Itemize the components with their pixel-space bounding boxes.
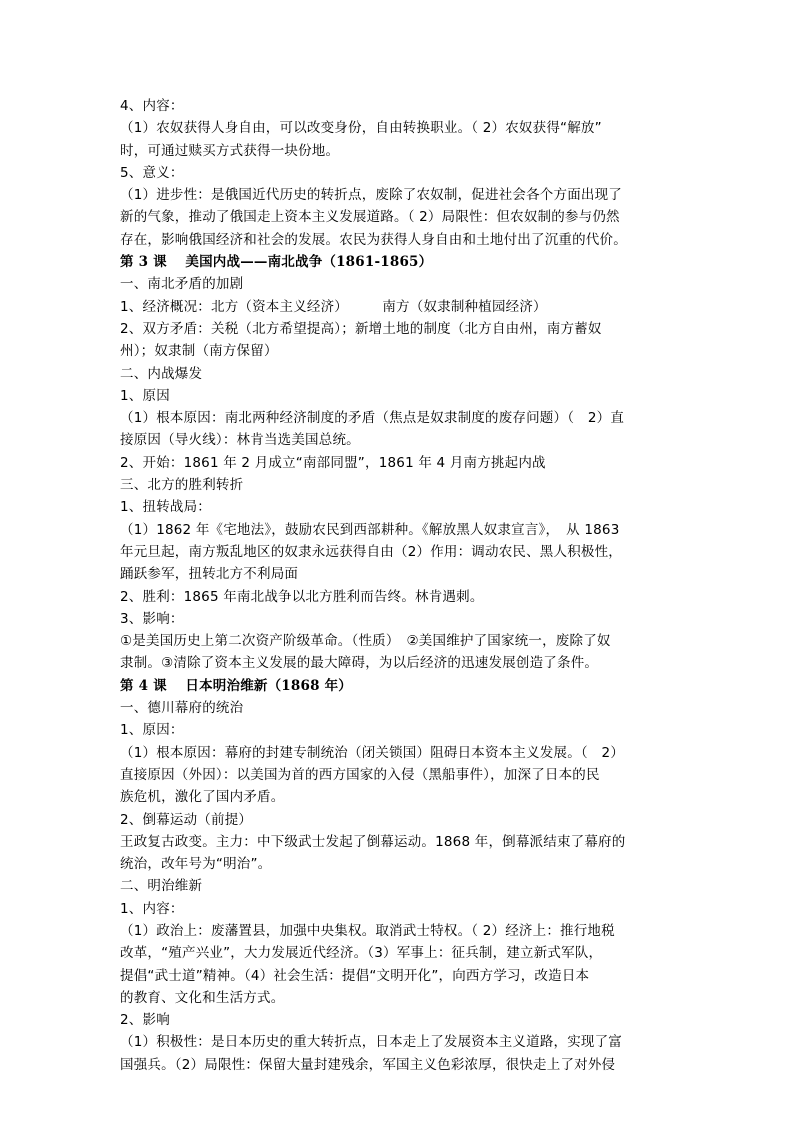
text-line: 一、德川幕府的统治 [120,700,244,717]
text-line: 3、影响： [120,610,184,627]
text-line: 族危机，激化了国内矛盾。 [120,789,285,806]
text-line: 5、意义： [120,164,184,181]
text-line: 改革，“殖产兴业”，大力发展近代经济。（3）军事上：征兵制，建立新式军队， [120,945,603,962]
lesson-heading: 第 3 课 美国内战——南北战争（1861-1865） [120,254,433,271]
text-line: 直接原因（外因）：以美国为首的西方国家的入侵（黑船事件），加深了日本的民 [120,766,600,783]
document-body [120,95,695,1076]
text-line: 4、内容： [120,98,184,114]
text-line: 1、内容： [120,900,184,917]
text-line: （1）进步性：是俄国近代历史的转折点，废除了农奴制，促进社会各个方面出现了 [120,187,622,204]
text-line: 一、南北矛盾的加剧 [120,276,244,293]
text-line: 2、胜利：1865 年南北战争以北方胜利而告终。林肯遇刺。 [120,588,484,605]
text-line: （1）根本原因：幕府的封建专制统治（闭关锁国）阻碍日本资本主义发展。（ 2） [120,744,625,761]
text-line: 三、北方的胜利转折 [120,477,244,494]
text-line: 踊跃参军，扭转北方不利局面 [120,566,299,583]
text-line: （1）积极性：是日本历史的重大转折点，日本走上了发展资本主义道路，实现了富 [120,1034,622,1051]
text-line: 2、开始：1861 年 2 月成立“南部同盟”，1861 年 4 月南方挑起内战 [120,454,546,471]
text-line: 2、倒幕运动（前提） [120,811,253,828]
text-line: 1、经济概况：北方（资本主义经济） 南方（奴隶制种植园经济） [120,298,547,315]
text-line: （1）政治上：废藩置县，加强中央集权。取消武士特权。（ 2）经济上：推行地税 [120,922,615,939]
text-line: 提倡“武士道”精神。（4）社会生活：提倡“文明开化”，向西方学习，改造日本 [120,967,590,984]
text-line: 二、明治维新 [120,878,203,895]
text-line: （1）1862 年《宅地法》，鼓励农民到西部耕种。《解放黑人奴隶宣言》， 从 1863 [120,521,620,538]
text-line: 新的气象，推动了俄国走上资本主义发展道路。（ 2）局限性：但农奴制的参与仍然 [120,209,620,226]
text-line: 国强兵。（2）局限性：保留大量封建残余，军国主义色彩浓厚，很快走上了对外侵 [120,1056,616,1073]
text-line: 接原因（导火线）：林肯当选美国总统。 [120,432,360,449]
text-line: 时，可通过赎买方式获得一块份地。 [120,142,340,159]
text-line: 州）；奴隶制（南方保留） [120,343,278,360]
text-line: 的教育、文化和生活方式。 [120,989,285,1006]
text-line: 1、扭转战局： [120,499,211,516]
text-line: 存在，影响俄国经济和社会的发展。农民为获得人身自由和土地付出了沉重的代价。 [120,231,627,248]
text-line: 二、内战爆发 [120,365,203,382]
text-line: 2、影响 [120,1012,170,1029]
text-line: （1）根本原因：南北两种经济制度的矛盾（焦点是奴隶制度的废存问题）（ 2）直 [120,410,625,427]
text-line: 1、原因 [120,387,170,404]
text-line: ①是美国历史上第二次资产阶级革命。（性质） ②美国维护了国家统一，废除了奴 [120,633,611,650]
text-line: 隶制。③清除了资本主义发展的最大障碍，为以后经济的迅速发展创造了条件。 [120,655,599,672]
text-line: 年元旦起，南方叛乱地区的奴隶永远获得自由（2）作用：调动农民、黑人积极性， [120,543,622,560]
text-line: 1、原因： [120,722,184,739]
text-line: 2、双方矛盾：关税（北方希望提高）；新增土地的制度（北方自由州，南方蓄奴 [120,320,602,337]
lesson-heading: 第 4 课 日本明治维新（1868 年） [120,677,352,694]
text-line: 统治，改年号为“明治”。 [120,856,272,873]
text-line: 王政复古政变。主力：中下级武士发起了倒幕运动。1868 年，倒幕派结束了幕府的 [120,833,626,850]
text-line: （1）农奴获得人身自由，可以改变身份，自由转换职业。（ 2）农奴获得“解放” [120,120,602,137]
